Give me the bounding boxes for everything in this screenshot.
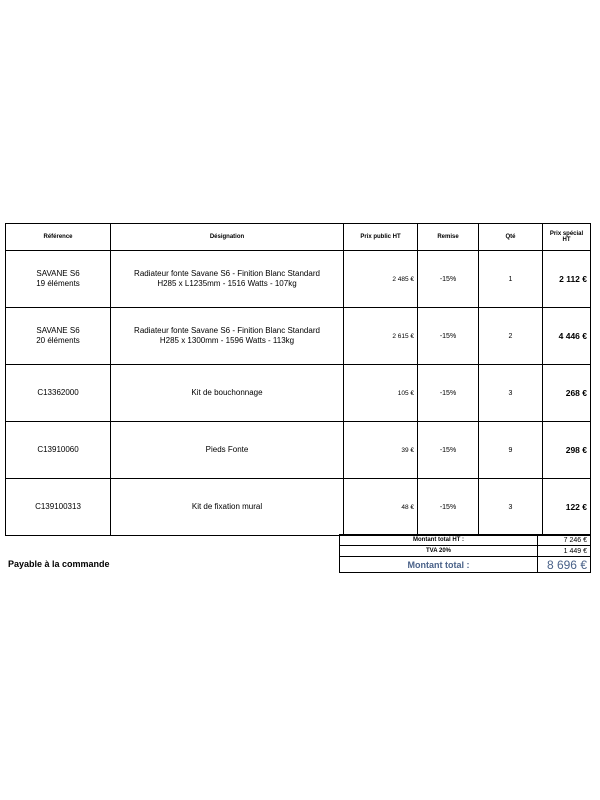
table-header-row — [6, 224, 591, 251]
totals-table — [339, 534, 591, 573]
reference-subline: 19 éléments — [36, 279, 80, 288]
cell-designation — [111, 308, 344, 365]
cell-prix-public: 48 € — [344, 479, 418, 536]
cell-prix-special: 4 446 € — [543, 308, 591, 365]
cell-remise: -15% — [418, 422, 479, 479]
cell-designation — [111, 365, 344, 422]
cell-prix-special: 2 112 € — [543, 251, 591, 308]
cell-prix-special: 298 € — [543, 422, 591, 479]
cell-reference — [6, 479, 111, 536]
cell-designation — [111, 422, 344, 479]
cell-qte: 1 — [479, 251, 543, 308]
header-qte: Qté — [479, 224, 543, 251]
designation-subline: H285 x L1235mm - 1516 Watts - 107kg — [157, 279, 297, 288]
tva-value: 1 449 € — [538, 546, 591, 557]
grand-total-value: 8 696 € — [538, 557, 591, 573]
header-remise: Remise — [418, 224, 479, 251]
header-prix-public: Prix public HT — [344, 224, 418, 251]
reference-subline: 20 éléments — [36, 336, 80, 345]
cell-remise: -15% — [418, 479, 479, 536]
cell-prix-special: 122 € — [543, 479, 591, 536]
designation-line: Radiateur fonte Savane S6 - Finition Blanc Standard — [134, 326, 320, 335]
designation-line: Pieds Fonte — [205, 445, 249, 454]
header-designation: Désignation — [111, 224, 344, 251]
grand-total-row — [340, 557, 591, 573]
grand-total-label: Montant total : — [340, 557, 538, 573]
cell-prix-special: 268 € — [543, 365, 591, 422]
header-prix-special: Prix spécial HT — [543, 224, 591, 251]
total-ht-label: Montant total HT : — [340, 535, 538, 546]
designation-subline: H285 x 1300mm - 1596 Watts - 113kg — [159, 336, 295, 345]
designation-line: Kit de bouchonnage — [191, 388, 263, 397]
table-row — [6, 422, 591, 479]
payment-terms: Payable à la commande — [8, 559, 110, 569]
cell-designation — [111, 479, 344, 536]
tva-label: TVA 20% — [340, 546, 538, 557]
cell-qte: 3 — [479, 365, 543, 422]
table-row — [6, 308, 591, 365]
reference-line: SAVANE S6 — [36, 326, 80, 335]
cell-prix-public: 105 € — [344, 365, 418, 422]
reference-line: C139100313 — [35, 502, 81, 511]
designation-line: Radiateur fonte Savane S6 - Finition Blanc Standard — [134, 269, 320, 278]
tva-row — [340, 546, 591, 557]
cell-remise: -15% — [418, 251, 479, 308]
cell-prix-public: 2 485 € — [344, 251, 418, 308]
cell-remise: -15% — [418, 308, 479, 365]
cell-prix-public: 2 615 € — [344, 308, 418, 365]
cell-remise: -15% — [418, 365, 479, 422]
designation-line: Kit de fixation mural — [191, 502, 263, 511]
cell-qte: 9 — [479, 422, 543, 479]
cell-designation — [111, 251, 344, 308]
reference-line: C13362000 — [37, 388, 79, 397]
table-row — [6, 479, 591, 536]
reference-line: SAVANE S6 — [36, 269, 80, 278]
table-row — [6, 365, 591, 422]
cell-qte: 2 — [479, 308, 543, 365]
cell-reference — [6, 308, 111, 365]
cell-reference — [6, 365, 111, 422]
header-reference: Référence — [6, 224, 111, 251]
quote-table — [5, 223, 591, 536]
total-ht-value: 7 246 € — [538, 535, 591, 546]
reference-line: C13910060 — [37, 445, 79, 454]
cell-reference — [6, 422, 111, 479]
cell-reference — [6, 251, 111, 308]
cell-qte: 3 — [479, 479, 543, 536]
total-ht-row — [340, 535, 591, 546]
cell-prix-public: 39 € — [344, 422, 418, 479]
table-row — [6, 251, 591, 308]
